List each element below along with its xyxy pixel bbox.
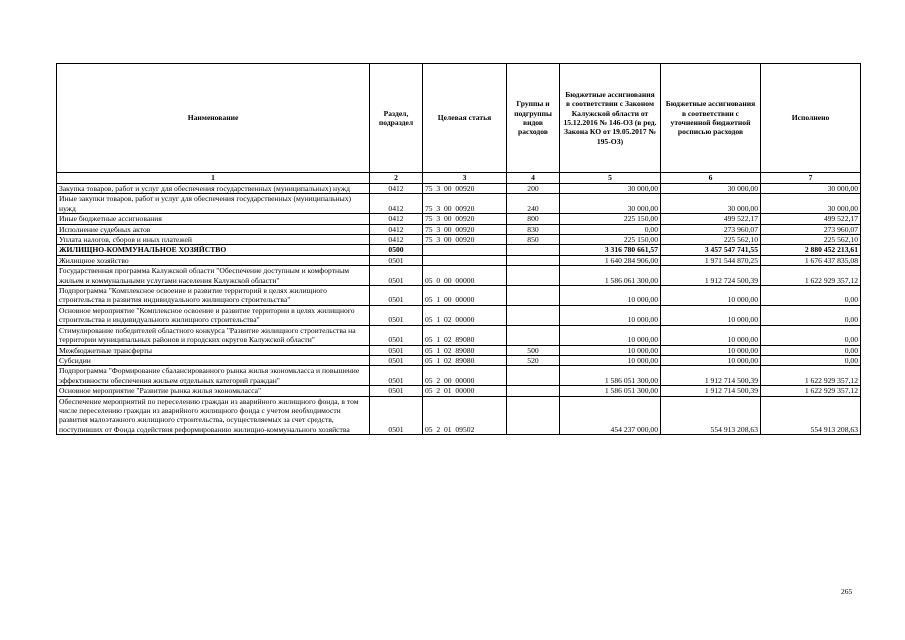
row-refined-allocation: 1 912 714 500,39 (661, 366, 761, 386)
row-target-article (423, 255, 507, 265)
row-expense-type: 850 (507, 235, 560, 245)
row-target-article (423, 245, 507, 255)
row-executed: 0,00 (761, 355, 861, 365)
row-section: 0412 (370, 224, 423, 234)
row-refined-allocation: 10 000,00 (661, 345, 761, 355)
row-target-article: 05 1 02 89080 (423, 345, 507, 355)
row-name: Жилищное хозяйство (57, 255, 370, 265)
row-refined-allocation: 1 971 544 870,25 (661, 255, 761, 265)
row-target-article: 05 1 02 89080 (423, 325, 507, 345)
row-expense-type (507, 305, 560, 325)
row-target-article: 75 3 00 00920 (423, 214, 507, 224)
row-expense-type (507, 245, 560, 255)
row-executed: 0,00 (761, 305, 861, 325)
row-refined-allocation: 10 000,00 (661, 305, 761, 325)
row-executed: 0,00 (761, 345, 861, 355)
row-expense-type (507, 325, 560, 345)
row-section: 0501 (370, 305, 423, 325)
row-refined-allocation: 30 000,00 (661, 184, 761, 194)
row-expense-type: 500 (507, 345, 560, 355)
header-refined-allocations: Бюджетные ассигнования в соответствии с уточненной бюджетной росписью расходов (661, 64, 761, 173)
row-name: Исполнение судебных актов (57, 224, 370, 234)
row-law-allocation: 1 586 061 300,00 (560, 266, 661, 286)
row-name: Уплата налогов, сборов и иных платежей (57, 235, 370, 245)
row-law-allocation: 10 000,00 (560, 355, 661, 365)
row-expense-type: 830 (507, 224, 560, 234)
table-row (57, 194, 861, 214)
row-section: 0501 (370, 266, 423, 286)
row-name: Закупка товаров, работ и услуг для обеспечения государственных (муниципальных) нужд (57, 184, 370, 194)
row-target-article: 75 3 00 00920 (423, 194, 507, 214)
table-row (57, 305, 861, 325)
row-name: Подпрограмма "Комплексное освоение и развитие территорий в целях жилищного строительства и развития индивидуального жилищного строительства" (57, 286, 370, 306)
row-target-article: 05 2 01 09502 (423, 396, 507, 435)
row-section: 0501 (370, 355, 423, 365)
row-executed: 554 913 208,63 (761, 396, 861, 435)
row-expense-type (507, 366, 560, 386)
row-section: 0501 (370, 345, 423, 355)
row-name: Стимулирование победителей областного конкурса "Развитие жилищного строительства на территории муниципальных районов и городских округов Калужской области" (57, 325, 370, 345)
row-section: 0412 (370, 235, 423, 245)
row-refined-allocation: 273 960,07 (661, 224, 761, 234)
row-section: 0501 (370, 366, 423, 386)
row-name: Обеспечение мероприятий по переселению граждан из аварийного жилищного фонда, в том числе переселению граждан из аварийного жилищного фонда с учетом необходимости развития малоэтажного жилищного строительства, осуществляемых за счет средств, поступивших от Фонда содействия реформированию жилищно-коммунального хозяйства (57, 396, 370, 435)
row-target-article: 05 1 02 00000 (423, 305, 507, 325)
table-row (57, 355, 861, 365)
row-law-allocation: 3 316 780 661,57 (560, 245, 661, 255)
header-executed: Исполнено (761, 64, 861, 173)
row-name: Субсидии (57, 355, 370, 365)
row-law-allocation: 30 000,00 (560, 184, 661, 194)
row-executed: 1 676 437 835,08 (761, 255, 861, 265)
row-name: Иные бюджетные ассигнования (57, 214, 370, 224)
row-law-allocation: 0,00 (560, 224, 661, 234)
row-expense-type (507, 386, 560, 396)
row-executed: 30 000,00 (761, 194, 861, 214)
row-expense-type: 800 (507, 214, 560, 224)
row-expense-type (507, 396, 560, 435)
row-refined-allocation: 554 913 208,63 (661, 396, 761, 435)
row-target-article: 75 3 00 00920 (423, 224, 507, 234)
row-executed: 0,00 (761, 325, 861, 345)
table-row (57, 396, 861, 435)
table-row (57, 386, 861, 396)
row-executed: 1 622 929 357,12 (761, 266, 861, 286)
row-executed: 499 522,17 (761, 214, 861, 224)
row-law-allocation: 225 150,00 (560, 214, 661, 224)
table-row (57, 235, 861, 245)
row-executed: 225 562,10 (761, 235, 861, 245)
column-number: 3 (423, 173, 507, 184)
table-row (57, 325, 861, 345)
row-refined-allocation: 1 912 714 500,39 (661, 386, 761, 396)
row-expense-type (507, 286, 560, 306)
row-law-allocation: 454 237 000,00 (560, 396, 661, 435)
row-executed: 30 000,00 (761, 184, 861, 194)
row-section: 0501 (370, 396, 423, 435)
budget-table (56, 63, 861, 435)
table-row (57, 345, 861, 355)
page-number: 265 (841, 587, 853, 596)
row-refined-allocation: 30 000,00 (661, 194, 761, 214)
row-name: Подпрограмма "Формирование сбалансированного рынка жилья экономкласса и повышение эффективности обеспечения жильем отдельных категорий граждан" (57, 366, 370, 386)
row-section: 0501 (370, 255, 423, 265)
header-section: Раздел, подраздел (370, 64, 423, 173)
row-target-article: 05 1 02 89080 (423, 355, 507, 365)
row-executed: 2 880 452 213,61 (761, 245, 861, 255)
row-name: ЖИЛИЩНО-КОММУНАЛЬНОЕ ХОЗЯЙСТВО (57, 245, 370, 255)
row-expense-type: 240 (507, 194, 560, 214)
row-expense-type: 520 (507, 355, 560, 365)
table-body (57, 173, 861, 435)
row-target-article: 05 2 01 00000 (423, 386, 507, 396)
row-executed: 1 622 929 357,12 (761, 366, 861, 386)
row-section: 0412 (370, 194, 423, 214)
row-section: 0412 (370, 214, 423, 224)
row-refined-allocation: 3 457 547 741,55 (661, 245, 761, 255)
row-target-article: 05 2 00 00000 (423, 366, 507, 386)
row-law-allocation: 225 150,00 (560, 235, 661, 245)
column-number: 7 (761, 173, 861, 184)
row-expense-type (507, 255, 560, 265)
row-executed: 273 960,07 (761, 224, 861, 234)
row-refined-allocation: 10 000,00 (661, 325, 761, 345)
column-number-row (57, 173, 861, 184)
row-section: 0500 (370, 245, 423, 255)
row-target-article: 05 0 00 00000 (423, 266, 507, 286)
table-row (57, 255, 861, 265)
row-refined-allocation: 10 000,00 (661, 355, 761, 365)
table-row (57, 224, 861, 234)
table-row (57, 245, 861, 255)
row-law-allocation: 10 000,00 (560, 286, 661, 306)
row-refined-allocation: 1 912 724 500,39 (661, 266, 761, 286)
row-section: 0501 (370, 386, 423, 396)
row-executed: 1 622 929 357,12 (761, 386, 861, 396)
row-target-article: 05 1 00 00000 (423, 286, 507, 306)
table-row (57, 214, 861, 224)
column-number: 2 (370, 173, 423, 184)
row-law-allocation: 1 640 284 906,00 (560, 255, 661, 265)
table-header (57, 64, 861, 173)
row-refined-allocation: 10 000,00 (661, 286, 761, 306)
column-number: 5 (560, 173, 661, 184)
header-expense-type: Группы и подгруппы видов расходов (507, 64, 560, 173)
row-law-allocation: 10 000,00 (560, 325, 661, 345)
row-law-allocation: 10 000,00 (560, 305, 661, 325)
row-target-article: 75 3 00 00920 (423, 235, 507, 245)
row-name: Межбюджетные трансферты (57, 345, 370, 355)
row-executed: 0,00 (761, 286, 861, 306)
row-section: 0501 (370, 286, 423, 306)
row-law-allocation: 30 000,00 (560, 194, 661, 214)
header-target-article: Целевая статья (423, 64, 507, 173)
row-law-allocation: 1 586 051 300,00 (560, 366, 661, 386)
row-section: 0501 (370, 325, 423, 345)
row-name: Иные закупки товаров, работ и услуг для обеспечения государственных (муниципальных) нужд (57, 194, 370, 214)
row-name: Основное мероприятие "Комплексное освоение и развитие территории в целях жилищного строительства и индивидуального жилищного строительства" (57, 305, 370, 325)
row-section: 0412 (370, 184, 423, 194)
row-law-allocation: 10 000,00 (560, 345, 661, 355)
row-target-article: 75 3 00 00920 (423, 184, 507, 194)
row-name: Государственная программа Калужской области "Обеспечение доступным и комфортным жильем и коммунальными услугами населения Калужской области" (57, 266, 370, 286)
table-row (57, 286, 861, 306)
header-law-allocations: Бюджетные ассигнования в соответствии с Законом Калужской области от 15.12.2016 № 146-ОЗ (в ред. Закона КО от 19.05.2017 № 195-ОЗ) (560, 64, 661, 173)
row-name: Основное мероприятие "Развитие рынка жилья экономкласса" (57, 386, 370, 396)
column-number: 6 (661, 173, 761, 184)
header-name: Наименование (57, 64, 370, 173)
column-number: 4 (507, 173, 560, 184)
column-number: 1 (57, 173, 370, 184)
row-expense-type (507, 266, 560, 286)
row-refined-allocation: 225 562,10 (661, 235, 761, 245)
table-row (57, 366, 861, 386)
table-row (57, 266, 861, 286)
table-row (57, 184, 861, 194)
row-expense-type: 200 (507, 184, 560, 194)
row-law-allocation: 1 586 051 300,00 (560, 386, 661, 396)
row-refined-allocation: 499 522,17 (661, 214, 761, 224)
